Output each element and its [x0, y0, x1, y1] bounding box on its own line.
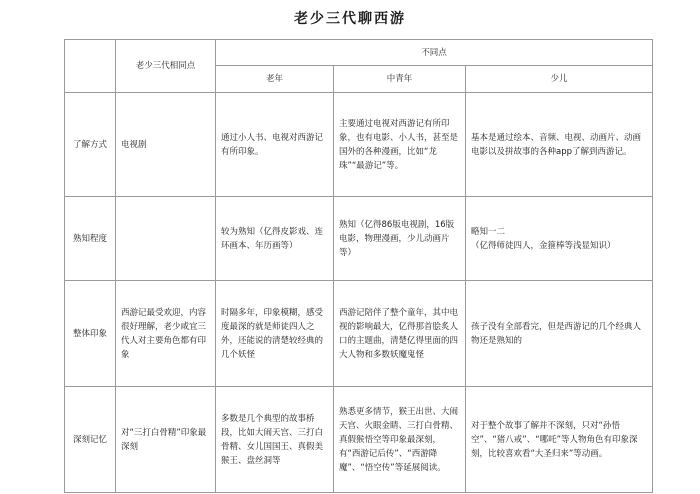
header-corner-cell — [65, 40, 116, 93]
document-title: 老少三代聊西游 — [294, 11, 406, 27]
header-group-mid: 中青年 — [334, 66, 466, 93]
cell-kid: 基本是通过绘本、音频、电视、动画片、动画电影以及拼故事的各种app了解到西游记。 — [466, 93, 653, 197]
header-group-old: 老年 — [216, 66, 334, 93]
cell-mid: 主要通过电视对西游记有所印象，也有电影、小人书，甚至是国外的各种漫画，比如“龙珠”“最游记”等。 — [334, 93, 466, 197]
header-group-kid: 少儿 — [466, 66, 653, 93]
cell-kid: 略知一二 （亿得师徒四人，金箍棒等浅显知识） — [466, 197, 653, 281]
cell-old: 多数是几个典型的故事桥段，比如大闹天宫、三打白骨精、女儿国国王、真假美猴王、盘丝洞等 — [216, 387, 334, 493]
cell-old: 通过小人书、电视对西游记有所印象。 — [216, 93, 334, 197]
comparison-table — [64, 39, 653, 493]
cell-common: 对“三打白骨精”印象最深刻 — [116, 387, 216, 493]
row-label-overall-impression: 整体印象 — [65, 281, 116, 387]
cell-kid: 对于整个故事了解并不深刻，只对“孙悟空”、“猪八戒”、“哪吒”等人物角色有印象深刻，比较喜欢看“大圣归来”等动画。 — [466, 387, 653, 493]
table-row — [65, 281, 653, 387]
cell-old: 时隔多年，印象模糊，感受度最深的就是师徒四人之外，还能说的清楚较经典的几个妖怪 — [216, 281, 334, 387]
cell-common — [116, 197, 216, 281]
cell-mid: 西游记陪伴了整个童年，其中电视的影响最大，亿得那首脍炙人口的主题曲，清楚亿得里面的四大人物和多数妖魔鬼怪 — [334, 281, 466, 387]
header-differences: 不同点 — [216, 40, 653, 66]
cell-old: 较为熟知（亿得皮影戏、连环画本、年历画等） — [216, 197, 334, 281]
cell-common: 西游记最受欢迎，内容很好理解，老少咸宜三代人对主要角色都有印象 — [116, 281, 216, 387]
cell-mid: 熟知（亿得86版电视剧，16版电影，物理漫画，少儿动画片等） — [334, 197, 466, 281]
row-label-access-method: 了解方式 — [65, 93, 116, 197]
cell-mid: 熟悉更多情节，猴王出世、大闹天宫、火眼金睛、三打白骨精、真假猴悟空等印象最深刻，有“西游记后传”、“西游降魔”、“悟空传”等延展阅读。 — [334, 387, 466, 493]
row-label-deep-memory: 深刻记忆 — [65, 387, 116, 493]
table-row — [65, 197, 653, 281]
header-common-points: 老少三代相同点 — [116, 40, 216, 93]
table-row — [65, 387, 653, 493]
row-label-familiarity: 熟知程度 — [65, 197, 116, 281]
cell-common: 电视剧 — [116, 93, 216, 197]
table-row — [65, 93, 653, 197]
cell-kid: 孩子没有全部看完，但是西游记的几个经典人物还是熟知的 — [466, 281, 653, 387]
